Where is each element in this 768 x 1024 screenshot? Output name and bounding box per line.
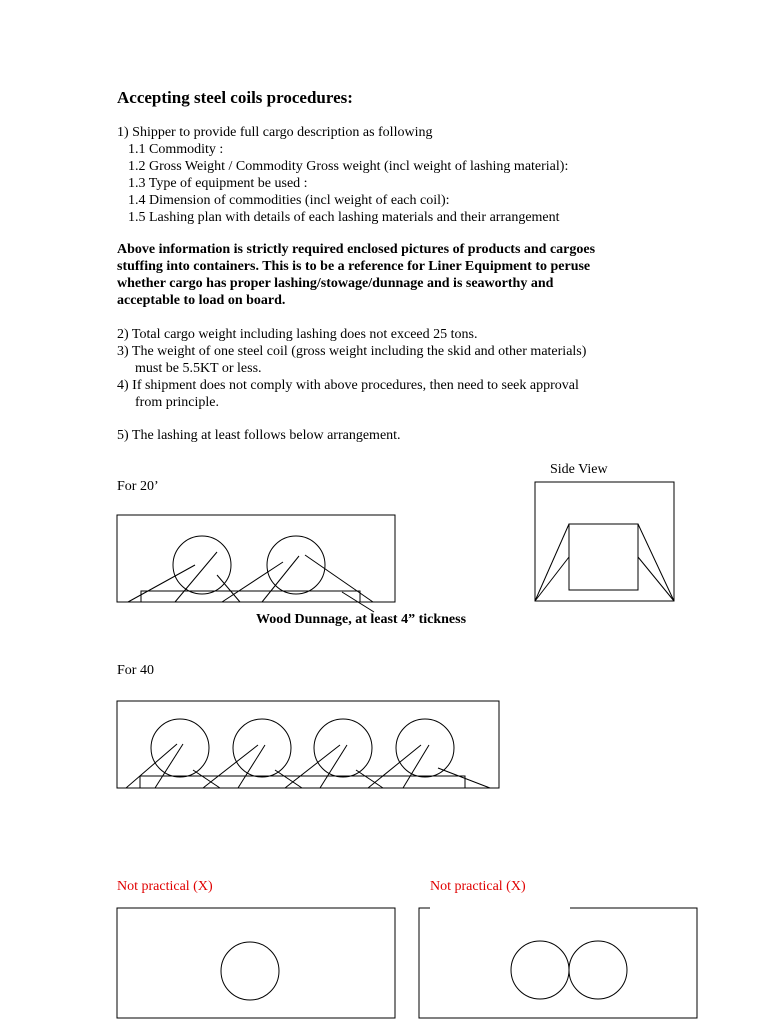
side-view-outline — [535, 482, 674, 601]
side-view-diagram — [535, 482, 674, 601]
container-outline — [117, 908, 395, 1018]
not-practical-diagram-1 — [117, 908, 395, 1018]
container-40-diagram — [117, 701, 499, 788]
side-view-label: Side View — [550, 462, 608, 477]
wood-dunnage-20 — [141, 591, 360, 602]
step-4: 4) If shipment does not comply with above procedures, then need to seek approval — [117, 378, 579, 393]
coil-side — [569, 524, 638, 590]
for-40-label: For 40 — [117, 663, 154, 678]
container-outline — [419, 908, 697, 1018]
step-3: 3) The weight of one steel coil (gross weight including the skid and other materials) — [117, 344, 587, 359]
lashing-line — [203, 745, 258, 788]
notice-line: stuffing into containers. This is to be a reference for Liner Equipment to peruse — [117, 259, 591, 274]
steel-coil — [314, 719, 372, 777]
lashing-line — [175, 552, 217, 602]
lashing-line — [238, 745, 265, 788]
notice-line: acceptable to load on board. — [117, 293, 286, 308]
for-20-label: For 20’ — [117, 479, 159, 494]
steel-coil — [233, 719, 291, 777]
step-1-item: 1.5 Lashing plan with details of each lashing materials and their arrangement — [128, 210, 560, 225]
step-2: 2) Total cargo weight including lashing does not exceed 25 tons. — [117, 327, 478, 342]
lashing-line — [368, 745, 421, 788]
notice-line: Above information is strictly required enclosed pictures of products and cargoes — [117, 242, 596, 257]
lashing-line — [535, 524, 569, 601]
not-practical-label-1: Not practical (X) — [117, 879, 213, 894]
lashing-line — [305, 555, 373, 602]
steel-coil — [569, 941, 627, 999]
steel-coil — [221, 942, 279, 1000]
step-1-item: 1.3 Type of equipment be used : — [128, 176, 308, 191]
step-1-heading: 1) Shipper to provide full cargo description as following — [117, 125, 433, 140]
steel-coil — [511, 941, 569, 999]
step-1-item: 1.4 Dimension of commodities (incl weight of each coil): — [128, 193, 450, 208]
container-40-outline — [117, 701, 499, 788]
lashing-line — [320, 745, 347, 788]
step-3-cont: must be 5.5KT or less. — [135, 361, 262, 376]
lashing-line — [638, 524, 674, 601]
step-1-item: 1.1 Commodity : — [128, 142, 224, 157]
notice-line: whether cargo has proper lashing/stowage/dunnage and is seaworthy and — [117, 276, 554, 291]
not-practical-label-2: Not practical (X) — [430, 879, 526, 894]
step-5: 5) The lashing at least follows below arrangement. — [117, 428, 401, 443]
lashing-line — [438, 768, 490, 788]
step-1-item: 1.2 Gross Weight / Commodity Gross weight (incl weight of lashing material): — [128, 159, 569, 174]
lashing-line — [285, 745, 340, 788]
page-title: Accepting steel coils procedures: — [117, 88, 353, 107]
lashing-line — [403, 745, 429, 788]
step-4-cont: from principle. — [135, 395, 219, 410]
wood-dunnage-40 — [140, 776, 465, 788]
steel-coil — [396, 719, 454, 777]
container-20-diagram — [117, 515, 395, 612]
lashing-line — [128, 565, 195, 602]
dunnage-label: Wood Dunnage, at least 4” tickness — [256, 612, 467, 627]
not-practical-diagram-2 — [419, 908, 697, 1018]
steel-coil — [173, 536, 231, 594]
